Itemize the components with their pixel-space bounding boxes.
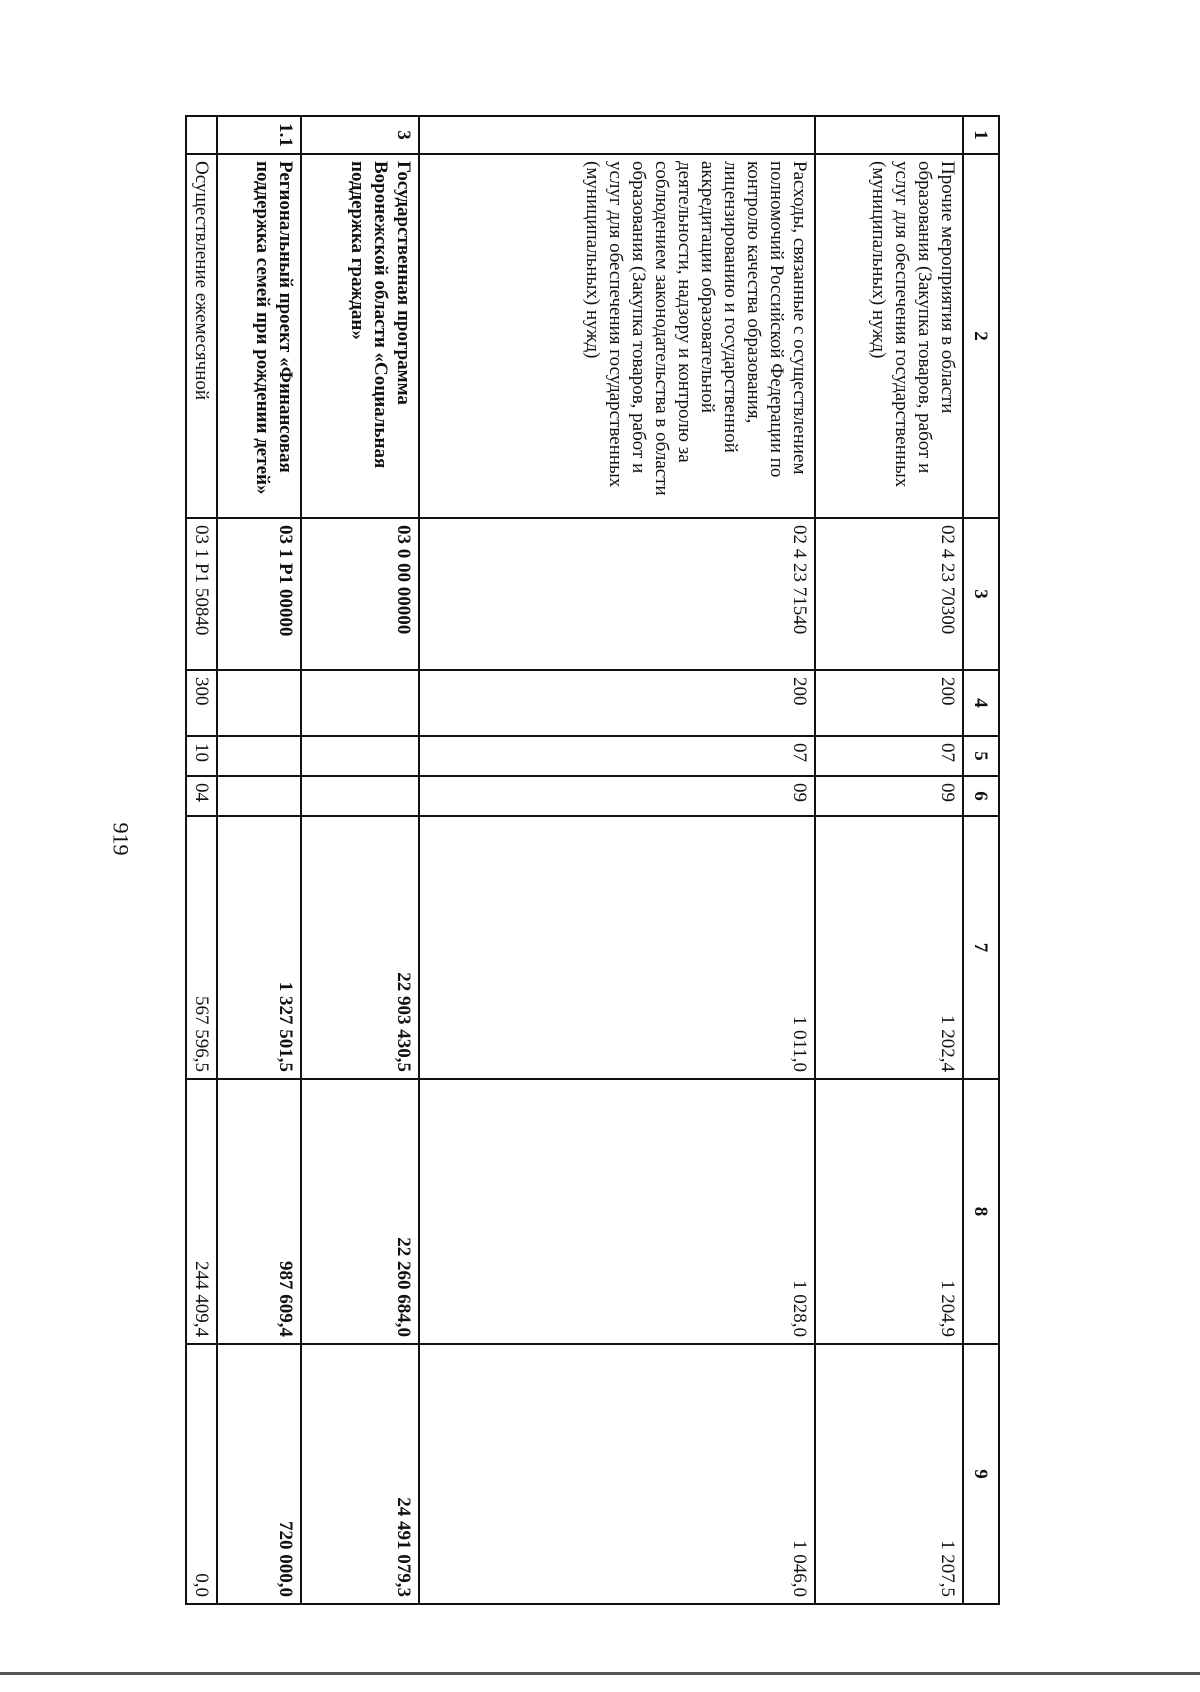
expense-type-code: 200 — [419, 670, 815, 736]
expense-type-code: 300 — [186, 670, 217, 736]
amount-col7: 22 903 430,5 — [301, 816, 419, 1079]
table-row — [217, 116, 301, 1604]
table-row — [301, 116, 419, 1604]
amount-col7: 1 202,4 — [815, 816, 963, 1079]
target-article-code: 03 1 P1 00000 — [217, 518, 301, 670]
row-number — [815, 116, 963, 154]
expense-type-code — [217, 670, 301, 736]
amount-col7: 567 596,5 — [186, 816, 217, 1079]
amount-col9: 1 046,0 — [419, 1344, 815, 1604]
subsection-code: 09 — [815, 776, 963, 816]
amount-col8: 987 609,4 — [217, 1079, 301, 1344]
table-header-row — [963, 116, 999, 1604]
header-cell: 4 — [963, 670, 999, 736]
header-cell: 8 — [963, 1079, 999, 1344]
target-article-code: 03 1 P1 50840 — [186, 518, 217, 670]
target-article-code: 02 4 23 71540 — [419, 518, 815, 670]
header-cell: 9 — [963, 1344, 999, 1604]
subsection-code — [217, 776, 301, 816]
amount-col8: 244 409,4 — [186, 1079, 217, 1344]
budget-table — [185, 115, 1000, 1605]
row-description: Прочие мероприятия в области образования (Закупка товаров, работ и услуг для обеспечения государственных (муниципальных) нужд) — [815, 154, 963, 518]
page-number: 919 — [108, 822, 134, 856]
row-number: 3 — [301, 116, 419, 154]
subsection-code: 04 — [186, 776, 217, 816]
header-cell: 6 — [963, 776, 999, 816]
amount-col9: 720 000,0 — [217, 1344, 301, 1604]
table-row — [815, 116, 963, 1604]
amount-col7: 1 327 501,5 — [217, 816, 301, 1079]
amount-col9: 24 491 079,3 — [301, 1344, 419, 1604]
amount-col8: 22 260 684,0 — [301, 1079, 419, 1344]
header-cell: 2 — [963, 154, 999, 518]
header-cell: 5 — [963, 736, 999, 776]
target-article-code: 02 4 23 70300 — [815, 518, 963, 670]
row-number — [419, 116, 815, 154]
header-cell: 7 — [963, 816, 999, 1079]
rotated-table-container — [191, 115, 1000, 1603]
table-row — [419, 116, 815, 1604]
section-code — [301, 736, 419, 776]
amount-col7: 1 011,0 — [419, 816, 815, 1079]
expense-type-code: 200 — [815, 670, 963, 736]
amount-col9: 1 207,5 — [815, 1344, 963, 1604]
header-cell: 3 — [963, 518, 999, 670]
table-row — [186, 116, 217, 1604]
row-description: Расходы, связанные с осуществлением полномочий Российской Федерации по контролю качества образования, лицензированию и государственной аккредитации образовательной деятельности, надзору и контролю за соблюдением законодательства в области образования (Закупка товаров, работ и услуг для обеспечения государственных (муниципальных) нужд) — [419, 154, 815, 518]
row-description: Осуществление ежемесячной — [186, 154, 217, 518]
amount-col8: 1 204,9 — [815, 1079, 963, 1344]
row-number: 1.1 — [217, 116, 301, 154]
amount-col8: 1 028,0 — [419, 1079, 815, 1344]
row-number — [186, 116, 217, 154]
section-code: 10 — [186, 736, 217, 776]
subsection-code — [301, 776, 419, 816]
row-description: Государственная программа Воронежской области «Социальная поддержка граждан» — [301, 154, 419, 518]
scan-edge-line — [0, 1672, 1200, 1675]
subsection-code: 09 — [419, 776, 815, 816]
section-code: 07 — [815, 736, 963, 776]
target-article-code: 03 0 00 00000 — [301, 518, 419, 670]
section-code: 07 — [419, 736, 815, 776]
amount-col9: 0,0 — [186, 1344, 217, 1604]
header-cell: 1 — [963, 116, 999, 154]
section-code — [217, 736, 301, 776]
row-description: Региональный проект «Финансовая поддержка семей при рождении детей» — [217, 154, 301, 518]
expense-type-code — [301, 670, 419, 736]
